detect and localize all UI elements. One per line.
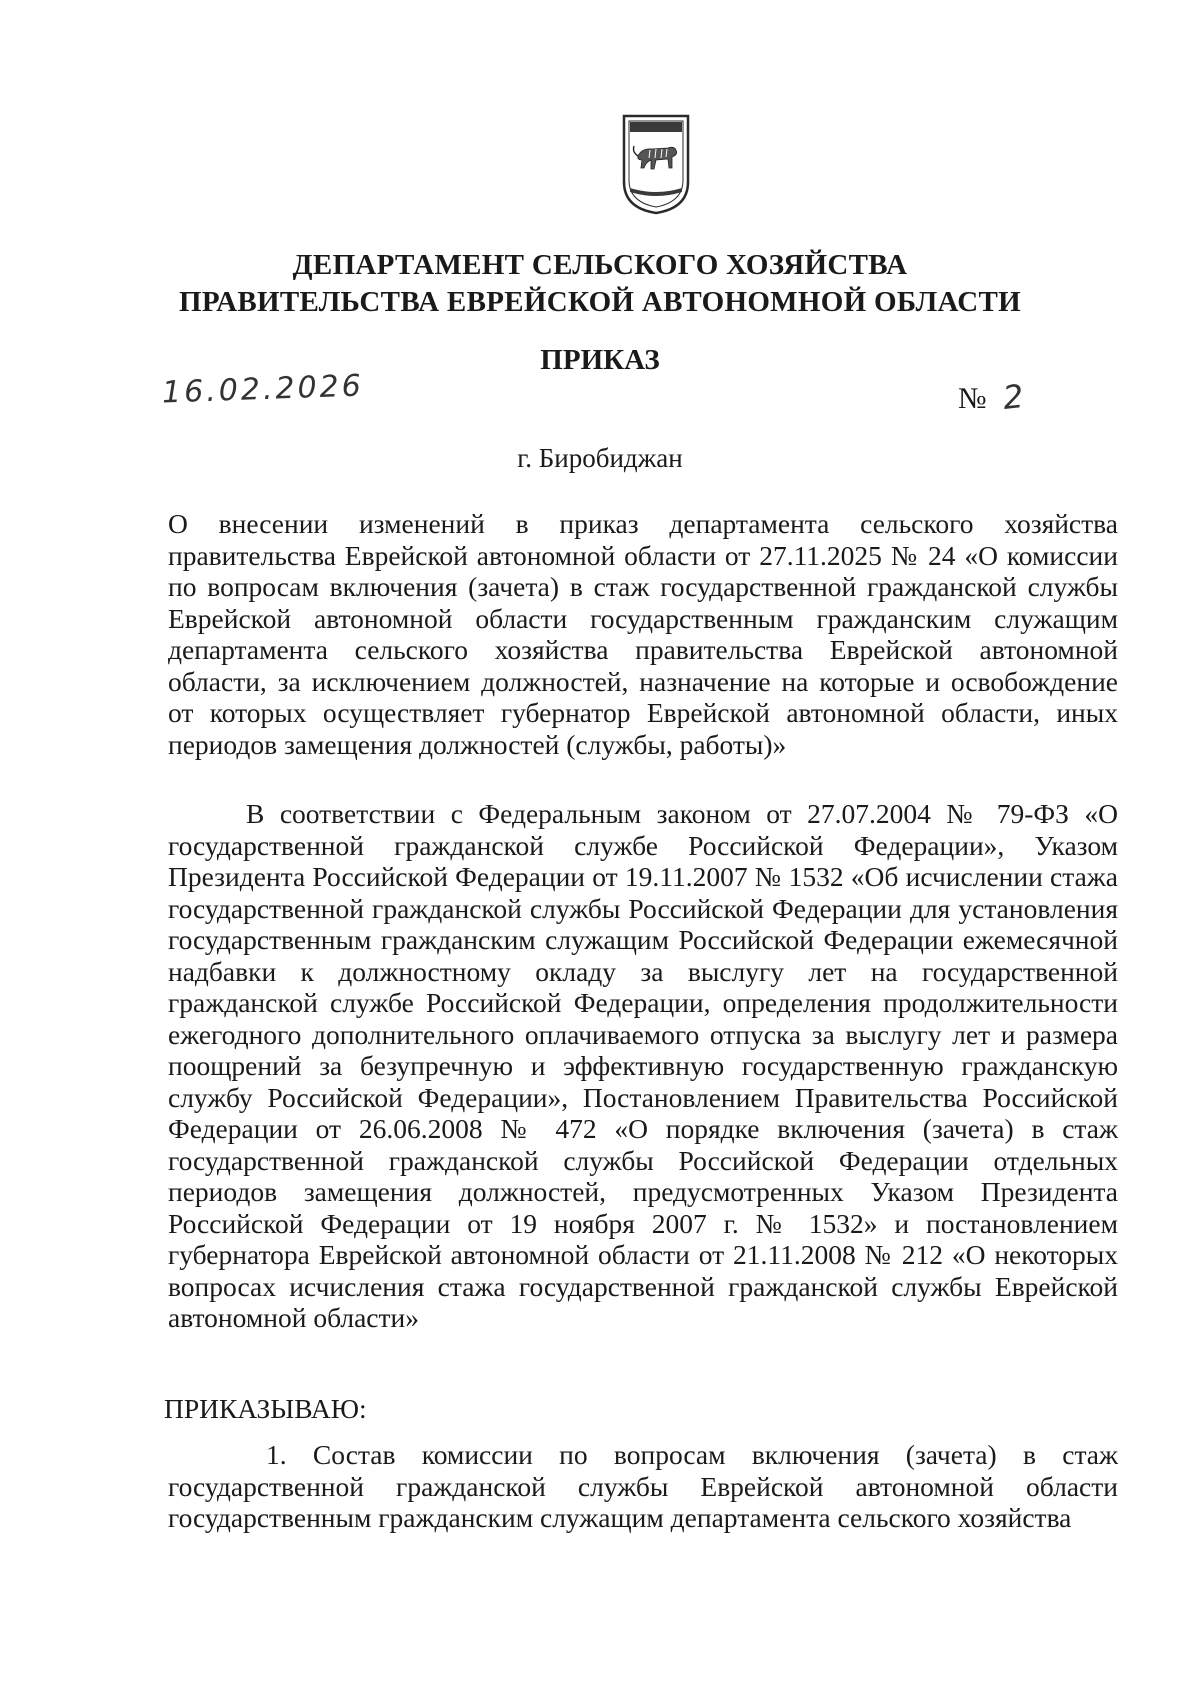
org-name-line1: ДЕПАРТАМЕНТ СЕЛЬСКОГО ХОЗЯЙСТВА [292,249,908,281]
order-word: ПРИКАЗЫВАЮ: [164,1393,367,1424]
city: г. Биробиджан [517,443,683,473]
order-subject: О внесении изменений в приказ департамента сельского хозяйства правительства Еврейской автономной области от 27.11.2025 № 24 «О комиссии по вопросам включения (зачета) в стаж государственной гражданской службы Еврейской автономной области государственным гражданским служащим департамента сельского хозяйства правительства Еврейской автономной области, за исключением должностей, назначение на которые и освобождение от которых осуществляет губернатор Еврейской автономной области, иных периодов замещения должностей (службы, работы)» [168,508,1118,760]
coat-of-arms-icon [620,112,692,216]
document-number [958,378,1023,416]
handwritten-date: 16.02.2026 [161,368,365,411]
legal-basis: В соответствии с Федеральным законом от 27.07.2004 № 79-ФЗ «О государственной гражданской службе Российской Федерации», Указом Президента Российской Федерации от 19.11.2007 № 1532 «Об исчислении стажа государственной гражданской службы Российской Федерации для установления государственным гражданским служащим Российской Федерации ежемесячной надбавки к должностному окладу за выслугу лет на государственной гражданской службе Российской Федерации, определения продолжительности ежегодного дополнительного оплачиваемого отпуска за выслугу лет и размера поощрений за безупречную и эффективную государственную гражданскую службу Российской Федерации», Постановлением Правительства Российской Федерации от 26.06.2008 № 472 «О порядке включения (зачета) в стаж государственной гражданской службы Российской Федерации отдельных периодов замещения должностей, предусмотренных Указом Президента Российской Федерации от 19 ноября 2007 г. № 1532» и постановлением губернатора Еврейской автономной области от 21.11.2008 № 212 «О некоторых вопросах исчисления стажа государственной гражданской службы Еврейской автономной области» [168,798,1118,1333]
number-label: № [958,382,987,415]
org-name-line2: ПРАВИТЕЛЬСТВА ЕВРЕЙСКОЙ АВТОНОМНОЙ ОБЛАСТИ [178,286,1022,318]
order-item-1: 1. Состав комиссии по вопросам включения (зачета) в стаж государственной гражданской службы Еврейской автономной области государственным гражданским служащим департамента сельского хозяйства [168,1439,1118,1533]
handwritten-number: 2 [1000,377,1025,417]
document-type: ПРИКАЗ [540,344,660,376]
